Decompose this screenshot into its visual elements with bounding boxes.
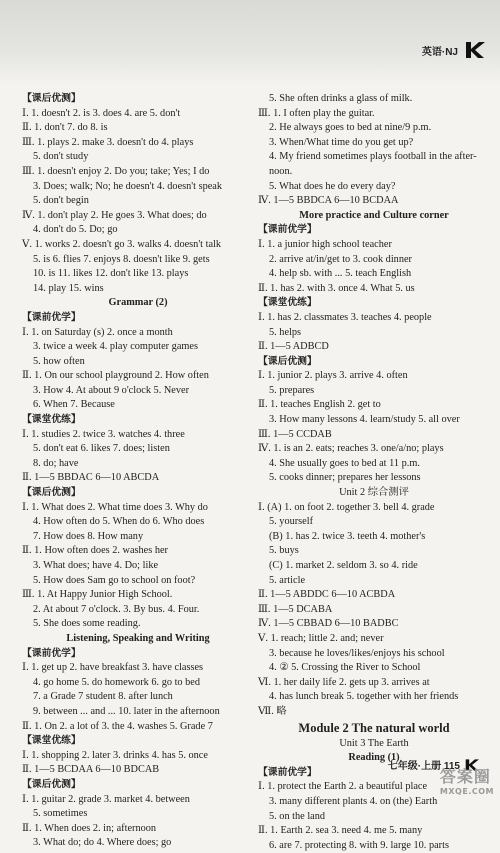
answer-line: Ⅱ. 1. On 2. a lot of 3. the 4. washes 5. Grade 7	[22, 720, 213, 732]
answer-line: Ⅱ. 1—5 ABDDC 6—10 ACBDA	[258, 589, 396, 601]
answer-line: Ⅴ. 1. works 2. doesn't go 3. walks 4. doesn't talk	[22, 238, 222, 250]
answer-line: Ⅱ. 1. don't 7. do 8. is	[22, 122, 108, 134]
answer-line: Ⅳ. 1. is an 2. eats; reaches 3. one/a/no; plays	[258, 443, 444, 455]
answer-line: 4. She usually goes to bed at 11 p.m.	[269, 457, 420, 469]
answer-line: 7. a Grade 7 student 8. after lunch	[33, 691, 173, 703]
answer-line: 5. cooks dinner; prepares her lessons	[269, 472, 421, 484]
answer-line: 5. article	[269, 574, 306, 586]
section-header: 【课后优测】	[22, 487, 81, 499]
answer-line: 5. how often	[33, 355, 85, 367]
answer-line: 4. My friend sometimes plays football in the after-	[269, 151, 477, 163]
answer-line: 3. What does; have 4. Do; like	[33, 560, 159, 571]
answer-line: 4. How often do 5. When do 6. Who does	[33, 516, 205, 528]
answer-line: 3. When/What time do you get up?	[269, 136, 414, 148]
section-title: Unit 2 综合测评	[339, 487, 409, 499]
footer-text: 七年级·上册 115	[387, 761, 460, 772]
section-title: Grammar (2)	[108, 297, 168, 309]
answer-line: Ⅱ. 1. Earth 2. sea 3. need 4. me 5. many	[258, 825, 423, 837]
answer-line: Ⅱ. 1—5 BBDAC 6—10 ABCDA	[22, 472, 160, 484]
answer-line: 5. helps	[269, 326, 302, 338]
answer-line: 5. buys	[269, 545, 299, 557]
answer-line: 2. At about 7 o'clock. 3. By bus. 4. Four.	[33, 603, 200, 615]
answer-line: 3. twice a week 4. play computer games	[33, 341, 198, 353]
answer-line: Ⅰ. 1. shopping 2. later 3. drinks 4. has 5. once	[22, 749, 208, 761]
answer-line: Ⅲ. 1. plays 2. make 3. doesn't do 4. plays	[22, 136, 194, 148]
answer-line: 3. How many lessons 4. learn/study 5. all over	[269, 414, 460, 426]
answer-line: Ⅱ. 1. has 2. with 3. once 4. What 5. us	[258, 282, 415, 294]
answer-line: 6. When 7. Because	[33, 399, 115, 411]
answer-line: 3. Does; walk; No; he doesn't 4. doesn't speak	[33, 180, 223, 192]
answer-line: 5. on the land	[269, 810, 326, 822]
answer-line: Ⅰ. 1. a junior high school teacher	[258, 238, 392, 250]
answer-line: Ⅲ. 1. I often play the guitar.	[258, 107, 375, 119]
watermark	[440, 764, 494, 796]
answer-line: Ⅰ. 1. doesn't 2. is 3. does 4. are 5. don't	[22, 107, 181, 119]
answer-line: 4. help sb. with ... 5. teach English	[269, 268, 412, 280]
answer-line: Ⅲ. 1—5 DCABA	[258, 603, 333, 615]
answer-line: Ⅰ. 1. junior 2. plays 3. arrive 4. often	[258, 370, 408, 382]
answer-line: Ⅶ. 略	[258, 705, 287, 717]
answer-line: 5. She does some reading.	[33, 618, 141, 630]
answer-line: 5. don't begin	[33, 195, 89, 207]
answer-line: Ⅱ. 1. When does 2. in; afternoon	[22, 822, 157, 834]
section-header: 【课前优学】	[258, 224, 317, 236]
answer-line: Ⅵ. 1. her daily life 2. gets up 3. arrives at	[258, 676, 430, 688]
watermark-main: 答案圈	[439, 767, 491, 786]
left-column	[22, 92, 254, 851]
logo-text: 英语·NJ	[421, 46, 458, 58]
answer-line: Ⅳ. 1. don't play 2. He goes 3. What does; do	[22, 209, 207, 221]
answer-line: Ⅰ. 1. has 2. classmates 3. teaches 4. people	[258, 311, 432, 323]
answer-line: 4. don't do 5. Do; go	[33, 224, 118, 236]
answer-line: 10. is 11. likes 12. don't like 13. plays	[33, 268, 189, 280]
answer-line: Ⅰ. 1. guitar 2. grade 3. market 4. between	[22, 793, 190, 805]
answer-line: noon.	[269, 165, 293, 177]
answer-line: Ⅱ. 1. On our school playground 2. How often	[22, 370, 209, 382]
answer-line: 5. don't study	[33, 151, 89, 163]
section-header: 【课前优学】	[22, 647, 81, 659]
section-header: 【课后优测】	[22, 93, 81, 104]
answer-line: 5. sometimes	[33, 808, 88, 820]
section-header: 【课后优测】	[22, 778, 81, 790]
section-title: Listening, Speaking and Writing	[66, 632, 210, 644]
answer-line: 4. go home 5. do homework 6. go to bed	[33, 676, 201, 688]
answer-line: 5. How does Sam go to school on foot?	[33, 574, 196, 586]
answer-line: (C) 1. market 2. seldom 3. so 4. ride	[269, 560, 418, 571]
answer-line: (B) 1. has 2. twice 3. teeth 4. mother's	[269, 530, 426, 542]
section-header: 【课前优学】	[22, 311, 81, 323]
answer-line: 3. many different plants 4. on (the) Earth	[269, 795, 438, 807]
section-header: 【课堂优练】	[22, 414, 81, 426]
answer-line: Ⅰ. 1. protect the Earth 2. a beautiful place	[258, 781, 428, 793]
answer-line: Ⅳ. 1—5 BBDCA 6—10 BCDAA	[258, 195, 399, 207]
section-header: 【课堂优练】	[22, 735, 81, 747]
answer-line: 9. between ... and ... 10. later in the afternoon	[33, 705, 220, 717]
answer-line: 5. yourself	[269, 516, 314, 528]
answer-line: 2. arrive at/in/get to 3. cook dinner	[269, 253, 412, 265]
answer-line: 4. has lunch break 5. together with her friends	[269, 691, 459, 703]
answer-line: 5. is 6. flies 7. enjoys 8. doesn't like 9. gets	[33, 253, 210, 265]
answer-line: 4. ② 5. Crossing the River to School	[269, 662, 421, 674]
answer-line: Ⅲ. 1. doesn't enjoy 2. Do you; take; Yes; I do	[22, 165, 210, 177]
answer-line: 8. do; have	[33, 457, 79, 469]
section-header: 【课后优测】	[258, 355, 317, 367]
answer-line: Ⅰ. 1. studies 2. twice 3. watches 4. three	[22, 428, 185, 440]
answer-line: 3. How 4. At about 9 o'clock 5. Never	[33, 384, 189, 396]
answer-line: 6. are 7. protecting 8. with 9. large 10. parts	[269, 839, 449, 851]
answer-line: Ⅱ. 1—5 ADBCD	[258, 341, 329, 353]
answer-line: Ⅰ. (A) 1. on foot 2. together 3. bell 4. grade	[258, 501, 435, 513]
answer-line: Ⅰ. 1. What does 2. What time does 3. Why do	[22, 501, 208, 513]
answer-line: 2. He always goes to bed at nine/9 p.m.	[269, 122, 432, 134]
answer-line: 5. prepares	[269, 384, 315, 396]
section-header: 【课前优学】	[258, 766, 317, 778]
right-column	[258, 92, 490, 853]
answer-line: 5. She often drinks a glass of milk.	[269, 93, 413, 104]
answer-line: Ⅴ. 1. reach; little 2. and; never	[258, 632, 384, 644]
answer-line: Ⅱ. 1. How often does 2. washes her	[22, 545, 168, 557]
section-title: Reading (1)	[348, 752, 400, 764]
answer-line: 5. don't eat 6. likes 7. does; listen	[33, 443, 170, 455]
answer-line: 7. How does 8. How many	[33, 530, 144, 542]
answer-line: Ⅰ. 1. get up 2. have breakfast 3. have classes	[22, 662, 204, 674]
watermark-site: MXQE.COM	[439, 787, 494, 796]
section-title: Module 2 The natural world	[298, 720, 450, 735]
answer-line: Ⅲ. 1—5 CCDAB	[258, 428, 332, 440]
answer-line: Ⅲ. 1. At Happy Junior High School.	[22, 589, 173, 601]
answer-line: 5. What does he do every day?	[269, 180, 396, 192]
answer-line: Ⅳ. 1—5 CBBAD 6—10 BADBC	[258, 618, 399, 630]
answer-line: 3. What do; do 4. Where does; go	[33, 837, 172, 849]
section-header: 【课堂优练】	[258, 297, 317, 309]
answer-line: Ⅰ. 1. on Saturday (s) 2. once a month	[22, 326, 173, 338]
answer-line: Ⅱ. 1. teaches English 2. get to	[258, 399, 381, 411]
answer-line: 3. because he loves/likes/enjoys his school	[269, 647, 445, 659]
answer-line: Ⅱ. 1—5 BCDAA 6—10 BDCAB	[22, 764, 160, 776]
header-logo	[422, 40, 486, 60]
section-title: More practice and Culture corner	[299, 209, 449, 221]
section-title: Unit 3 The Earth	[339, 737, 409, 749]
k-logo-icon	[464, 40, 486, 60]
answer-line: 14. play 15. wins	[33, 282, 104, 294]
